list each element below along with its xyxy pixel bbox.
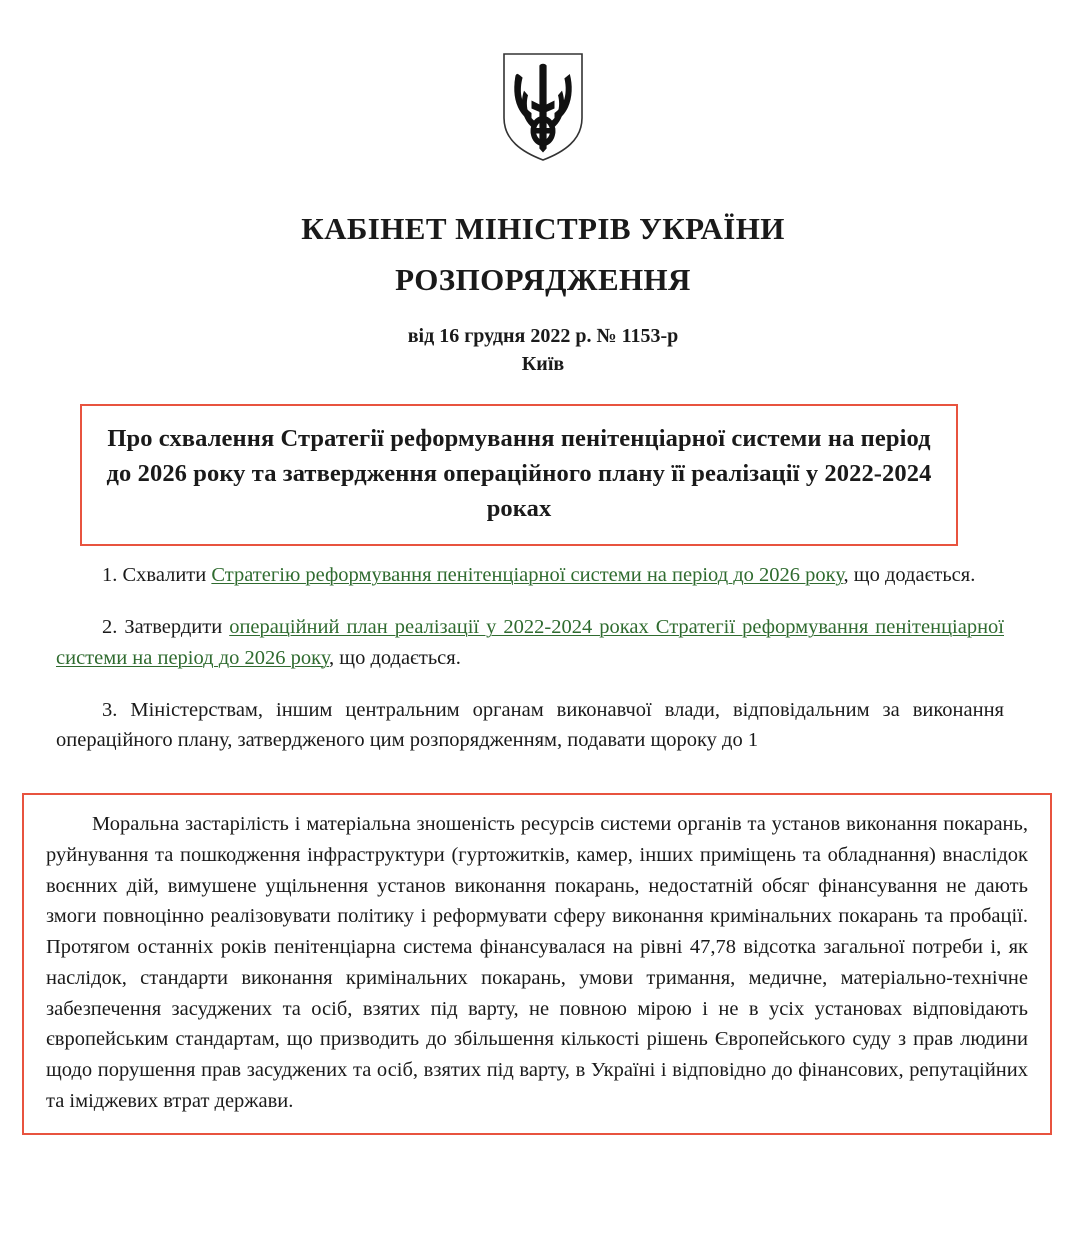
paragraph-2 [56, 612, 1004, 673]
highlighted-title-box [80, 404, 958, 546]
paragraph-2-suffix: , що додається. [329, 646, 461, 669]
paragraph-1-prefix: 1. Схвалити [102, 564, 212, 586]
document-title: Про схвалення Стратегії реформування пенітенціарної системи на період до 2026 року та затвердження операційного плану її реалізації у 2022-2024 роках [106, 425, 932, 522]
document-header [0, 210, 1086, 378]
highlighted-note-box [22, 793, 1052, 1135]
note-paragraph: Моральна застарілість і матеріальна зношеність ресурсів системи органів та установ виконання покарань, руйнування та пошкодження інфраструктури (гуртожитків, камер, інших приміщень та обладнання) внаслідок воєнних дій, вимушене ущільнення установ виконання покарань, недостатній обсяг фінансування не дають змоги повноцінно реалізовувати політику і реформувати сферу виконання кримінальних покарань та пробації. Протягом останніх років пенітенціарна система фінансувалася на рівні 47,78 відсотка загальної потреби і, як наслідок, стандарти виконання кримінальних покарань, умови тримання, медичне, матеріально-технічне забезпечення засуджених та осіб, взятих під варту, не повною мірою і не в усіх установах відповідають європейським стандартам, що призводить до збільшення кількості рішень Європейського суду з прав людини щодо порушення прав засуджених та осіб, взятих під варту, в Україні і відповідно до фінансових, репутаційних та іміджевих втрат держави. [46, 813, 1028, 1112]
paragraph-1-suffix: , що додається. [843, 564, 976, 586]
paragraph-1-link[interactable]: Стратегію реформування пенітенціарної системи на період до 2026 року [211, 564, 844, 586]
document-date-number: від 16 грудня 2022 р. № 1153-р [407, 324, 679, 347]
paragraph-2-prefix: 2. Затвердити [102, 616, 230, 639]
paragraph-1 [56, 560, 1004, 590]
organization-name: КАБІНЕТ МІНІСТРІВ УКРАЇНИ [301, 211, 785, 246]
emblem-container [0, 52, 1086, 162]
ukrainian-trident-coat-of-arms-icon [500, 52, 586, 162]
paragraph-2-link[interactable]: операційний план реалізації у 2022-2024 роках Стратегії реформування пенітенціарної системи на період до 2026 року [56, 616, 1004, 669]
document-body [56, 560, 1004, 756]
document-city: Київ [521, 352, 565, 375]
document-type: РОЗПОРЯДЖЕННЯ [395, 261, 691, 297]
paragraph-3: 3. Міністерствам, іншим центральним органам виконавчої влади, відповідальним за виконання операційного плану, затвердженого цим розпорядженням, подавати щороку до 1 [56, 698, 1004, 752]
